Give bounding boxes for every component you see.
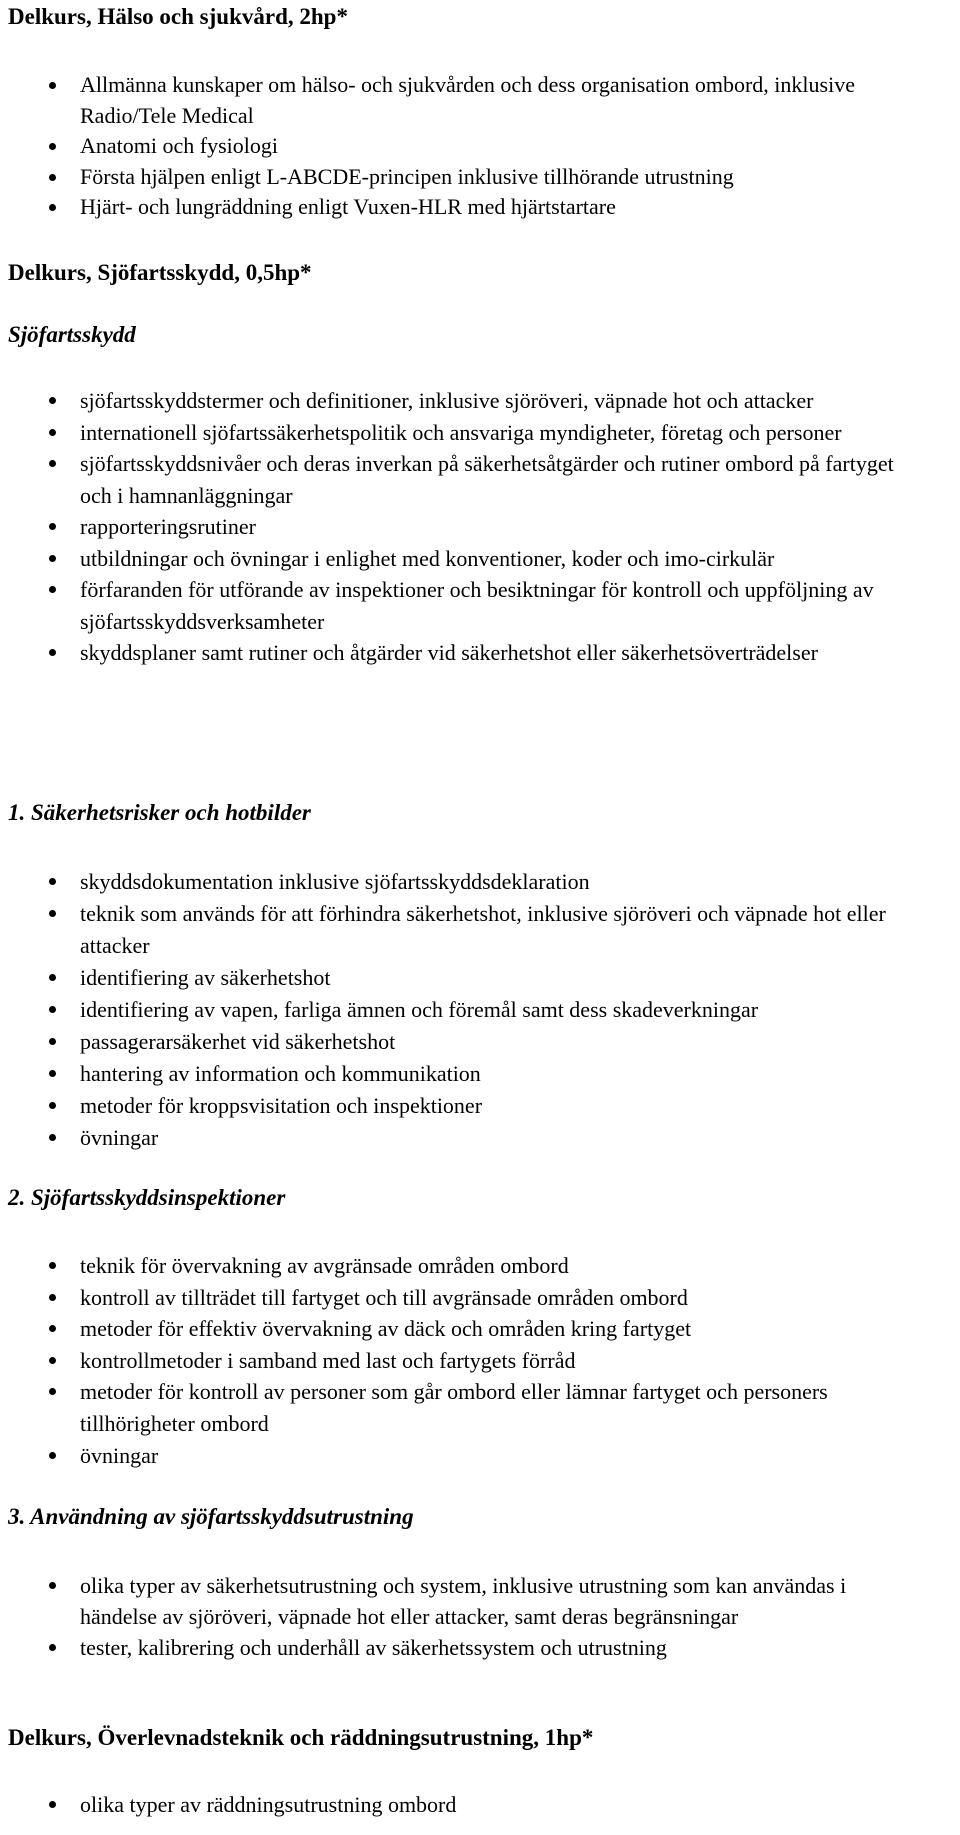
list-item: teknik för övervakning av avgränsade områden ombord	[0, 1250, 900, 1282]
heading-risks: 1. Säkerhetsrisker och hotbilder	[8, 800, 311, 825]
list-item: olika typer av säkerhetsutrustning och system, inklusive utrustning som kan användas i händelse av sjöröveri, väpnade hot eller attacker, samt deras begränsningar	[0, 1570, 900, 1632]
list-item: Anatomi och fysiologi	[0, 131, 900, 162]
list-item: utbildningar och övningar i enlighet med konventioner, koder och imo-cirkulär	[0, 543, 900, 575]
list-item: skyddsplaner samt rutiner och åtgärder vid säkerhetshot eller säkerhetsöverträdelser	[0, 637, 900, 669]
list-item: metoder för kontroll av personer som går ombord eller lämnar fartyget och personers tillhörigheter ombord	[0, 1376, 900, 1439]
heading-health: Delkurs, Hälso och sjukvård, 2hp*	[8, 4, 348, 29]
list-item: sjöfartsskyddsnivåer och deras inverkan på säkerhetsåtgärder och rutiner ombord på fartyget och i hamnanläggningar	[0, 448, 900, 511]
list-risks	[0, 866, 900, 1154]
list-item: Hjärt- och lungräddning enligt Vuxen-HLR med hjärtstartare	[0, 192, 900, 223]
list-item: metoder för effektiv övervakning av däck och områden kring fartyget	[0, 1313, 900, 1345]
list-item: övningar	[0, 1122, 900, 1154]
list-item: Allmänna kunskaper om hälso- och sjukvården och dess organisation ombord, inklusive Radio/Tele Medical	[0, 70, 900, 131]
heading-survival: Delkurs, Överlevnadsteknik och räddningsutrustning, 1hp*	[8, 1725, 594, 1750]
list-item: skyddsdokumentation inklusive sjöfartsskyddsdeklaration	[0, 866, 900, 898]
list-item: hantering av information och kommunikation	[0, 1058, 900, 1090]
list-item: olika typer av räddningsutrustning ombord	[0, 1789, 900, 1821]
list-item: kontroll av tillträdet till fartyget och till avgränsade områden ombord	[0, 1282, 900, 1314]
list-item: tester, kalibrering och underhåll av säkerhetssystem och utrustning	[0, 1632, 900, 1663]
list-item: identifiering av vapen, farliga ämnen och föremål samt dess skadeverkningar	[0, 994, 900, 1026]
list-item: passagerarsäkerhet vid säkerhetshot	[0, 1026, 900, 1058]
heading-inspections: 2. Sjöfartsskyddsinspektioner	[8, 1185, 286, 1210]
list-item: sjöfartsskyddstermer och definitioner, inklusive sjöröveri, väpnade hot och attacker	[0, 385, 900, 417]
list-item: metoder för kroppsvisitation och inspektioner	[0, 1090, 900, 1122]
list-health	[0, 70, 900, 223]
list-inspections	[0, 1250, 900, 1471]
list-equipment	[0, 1570, 900, 1663]
heading-equipment: 3. Användning av sjöfartsskyddsutrustning	[8, 1504, 414, 1529]
heading-security: Delkurs, Sjöfartsskydd, 0,5hp*	[8, 260, 312, 285]
list-item: rapporteringsrutiner	[0, 511, 900, 543]
subheading-security: Sjöfartsskydd	[8, 322, 136, 347]
list-item: teknik som används för att förhindra säkerhetshot, inklusive sjöröveri och väpnade hot eller attacker	[0, 898, 900, 962]
list-item: förfaranden för utförande av inspektioner och besiktningar för kontroll och uppföljning av sjöfartsskyddsverksamheter	[0, 574, 900, 637]
list-item: identifiering av säkerhetshot	[0, 962, 900, 994]
list-survival	[0, 1789, 900, 1821]
list-item: Första hjälpen enligt L-ABCDE-principen inklusive tillhörande utrustning	[0, 162, 900, 193]
list-security	[0, 385, 900, 669]
list-item: kontrollmetoder i samband med last och fartygets förråd	[0, 1345, 900, 1377]
list-item: internationell sjöfartssäkerhetspolitik och ansvariga myndigheter, företag och personer	[0, 417, 900, 449]
list-item: övningar	[0, 1440, 900, 1472]
